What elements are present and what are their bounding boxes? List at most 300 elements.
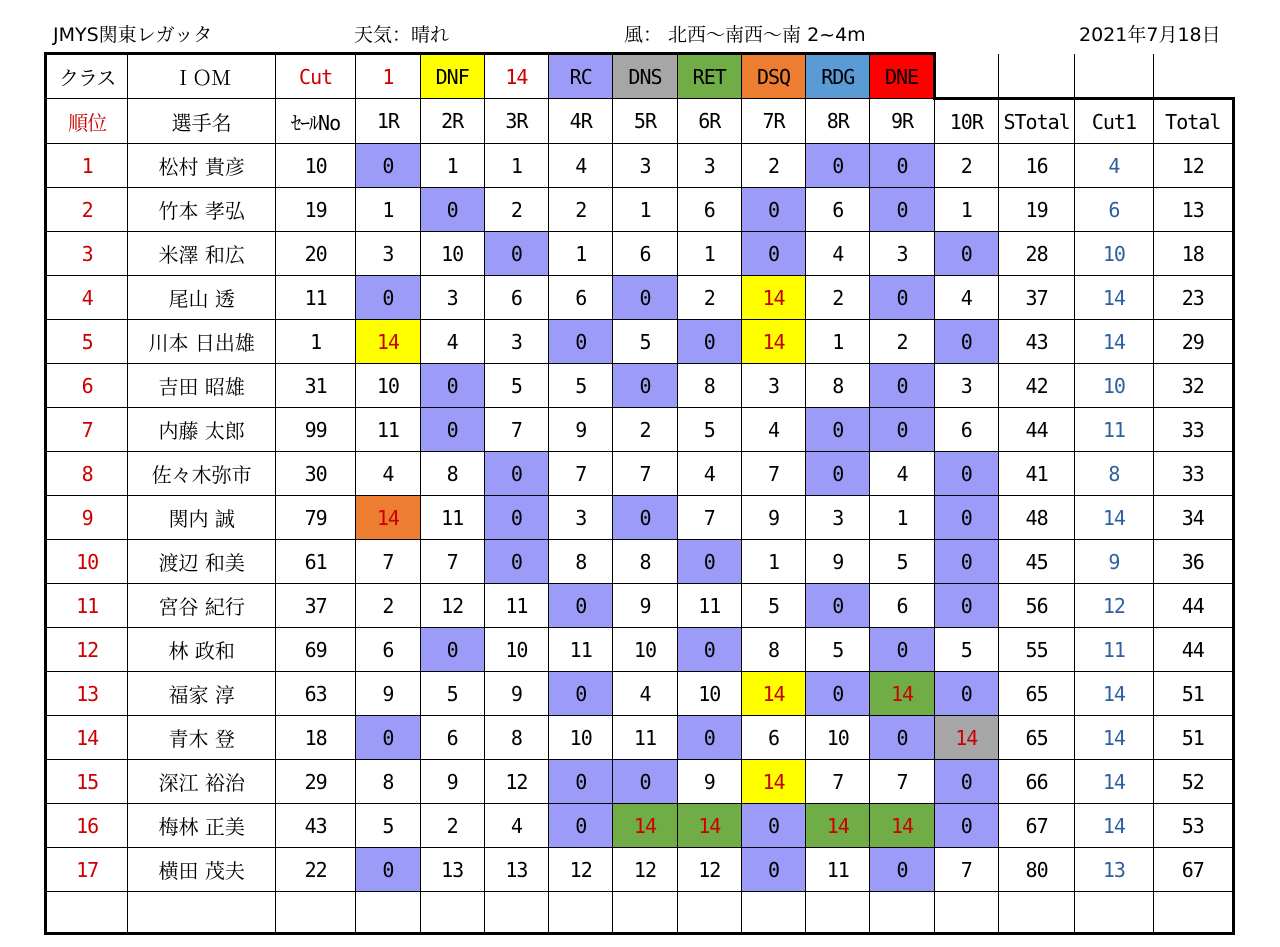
- race-cell: 4: [934, 276, 998, 320]
- stotal-cell: 55: [998, 628, 1074, 672]
- rank-cell: 16: [46, 804, 128, 848]
- race-cell: 11: [356, 408, 420, 452]
- race-cell: 0: [613, 496, 677, 540]
- legend-cell: DNS: [613, 54, 677, 99]
- race-cell: 5: [420, 672, 484, 716]
- race-cell: 14: [741, 276, 805, 320]
- stotal-cell: 67: [998, 804, 1074, 848]
- race-cell: 3: [484, 320, 548, 364]
- race-cell: 12: [549, 848, 613, 892]
- name-cell: 内藤 太郎: [128, 408, 276, 452]
- race-cell: 12: [677, 848, 741, 892]
- stotal-cell: 65: [998, 672, 1074, 716]
- race-cell: 5: [677, 408, 741, 452]
- race-cell: 0: [484, 232, 548, 276]
- table-row: [46, 408, 1234, 452]
- total-cell: 51: [1153, 716, 1233, 760]
- cut1-cell: 14: [1075, 804, 1153, 848]
- race-cell: 2: [613, 408, 677, 452]
- rank-cell: 5: [46, 320, 128, 364]
- race-cell: 0: [677, 628, 741, 672]
- race-cell: 4: [741, 408, 805, 452]
- name-cell: 川本 日出雄: [128, 320, 276, 364]
- sail-cell: 69: [275, 628, 355, 672]
- race-cell: 4: [484, 804, 548, 848]
- total-cell: 53: [1153, 804, 1233, 848]
- rank-cell: 3: [46, 232, 128, 276]
- race-cell: 1: [677, 232, 741, 276]
- race-cell: 0: [806, 672, 870, 716]
- race-cell: 4: [613, 672, 677, 716]
- race-cell: 2: [420, 804, 484, 848]
- stotal-cell: 48: [998, 496, 1074, 540]
- rank-cell: 6: [46, 364, 128, 408]
- race-cell: 8: [484, 716, 548, 760]
- name-cell: 林 政和: [128, 628, 276, 672]
- race-cell: 0: [870, 364, 934, 408]
- name-cell: 米澤 和広: [128, 232, 276, 276]
- race-cell: 0: [934, 232, 998, 276]
- race-cell: 0: [484, 540, 548, 584]
- sail-cell: 61: [275, 540, 355, 584]
- race-cell: 6: [741, 716, 805, 760]
- column-header: 9R: [870, 99, 934, 144]
- race-cell: 8: [741, 628, 805, 672]
- empty-cell: [806, 892, 870, 934]
- total-cell: 51: [1153, 672, 1233, 716]
- race-cell: 0: [356, 716, 420, 760]
- stotal-cell: 19: [998, 188, 1074, 232]
- weather-label: 天気：晴れ: [354, 24, 450, 46]
- empty-cell: [1153, 54, 1233, 99]
- total-cell: 29: [1153, 320, 1233, 364]
- table-row: [46, 232, 1234, 276]
- name-cell: 深江 裕治: [128, 760, 276, 804]
- race-cell: 5: [870, 540, 934, 584]
- column-header: 4R: [549, 99, 613, 144]
- race-cell: 5: [549, 364, 613, 408]
- race-cell: 3: [806, 496, 870, 540]
- race-cell: 14: [806, 804, 870, 848]
- race-cell: 0: [356, 276, 420, 320]
- race-cell: 0: [806, 452, 870, 496]
- empty-cell: [128, 892, 276, 934]
- empty-cell: [998, 892, 1074, 934]
- table-row: [46, 364, 1234, 408]
- cut1-cell: 4: [1075, 144, 1153, 188]
- empty-cell: [613, 892, 677, 934]
- race-cell: 0: [613, 276, 677, 320]
- column-header: 順位: [46, 99, 128, 144]
- column-header: 選手名: [128, 99, 276, 144]
- empty-cell: [356, 892, 420, 934]
- race-cell: 0: [549, 672, 613, 716]
- race-cell: 9: [484, 672, 548, 716]
- table-row: [46, 144, 1234, 188]
- rank-cell: 8: [46, 452, 128, 496]
- race-cell: 0: [356, 144, 420, 188]
- date-label: 2021年7月18日: [1079, 24, 1221, 46]
- race-cell: 4: [549, 144, 613, 188]
- stotal-cell: 28: [998, 232, 1074, 276]
- name-cell: 梅林 正美: [128, 804, 276, 848]
- stotal-cell: 41: [998, 452, 1074, 496]
- race-cell: 0: [870, 628, 934, 672]
- stotal-cell: 16: [998, 144, 1074, 188]
- name-cell: 竹本 孝弘: [128, 188, 276, 232]
- sail-cell: 1: [275, 320, 355, 364]
- race-cell: 2: [677, 276, 741, 320]
- name-cell: 佐々木弥市: [128, 452, 276, 496]
- total-cell: 44: [1153, 628, 1233, 672]
- legend-cell: クラス: [46, 54, 128, 99]
- race-cell: 3: [741, 364, 805, 408]
- race-cell: 11: [677, 584, 741, 628]
- stotal-cell: 65: [998, 716, 1074, 760]
- race-cell: 2: [549, 188, 613, 232]
- race-cell: 6: [934, 408, 998, 452]
- rank-cell: 17: [46, 848, 128, 892]
- race-cell: 5: [934, 628, 998, 672]
- column-header: 8R: [806, 99, 870, 144]
- sail-cell: 30: [275, 452, 355, 496]
- race-cell: 3: [549, 496, 613, 540]
- legend-cell: 1: [356, 54, 420, 99]
- race-cell: 0: [677, 716, 741, 760]
- empty-cell: [677, 892, 741, 934]
- race-cell: 0: [420, 408, 484, 452]
- race-cell: 0: [613, 760, 677, 804]
- race-cell: 4: [870, 452, 934, 496]
- race-cell: 3: [613, 144, 677, 188]
- rank-cell: 4: [46, 276, 128, 320]
- race-cell: 14: [677, 804, 741, 848]
- race-cell: 3: [420, 276, 484, 320]
- sail-cell: 63: [275, 672, 355, 716]
- table-row: [46, 320, 1234, 364]
- legend-cell: DNE: [870, 54, 934, 99]
- column-header: Total: [1153, 99, 1233, 144]
- race-cell: 3: [934, 364, 998, 408]
- race-cell: 0: [741, 188, 805, 232]
- race-cell: 3: [677, 144, 741, 188]
- sail-cell: 20: [275, 232, 355, 276]
- race-cell: 12: [420, 584, 484, 628]
- cut1-cell: 14: [1075, 760, 1153, 804]
- results-table: [44, 52, 1235, 935]
- table-row: [46, 188, 1234, 232]
- race-cell: 8: [613, 540, 677, 584]
- cut1-cell: 14: [1075, 276, 1153, 320]
- race-cell: 13: [484, 848, 548, 892]
- race-cell: 9: [677, 760, 741, 804]
- total-cell: 33: [1153, 452, 1233, 496]
- cut1-cell: 14: [1075, 496, 1153, 540]
- table-row: [46, 848, 1234, 892]
- race-cell: 6: [613, 232, 677, 276]
- race-cell: 4: [420, 320, 484, 364]
- name-cell: 渡辺 和美: [128, 540, 276, 584]
- race-cell: 3: [356, 232, 420, 276]
- race-cell: 0: [484, 452, 548, 496]
- race-cell: 14: [870, 804, 934, 848]
- race-cell: 7: [420, 540, 484, 584]
- empty-cell: [549, 892, 613, 934]
- column-header: 10R: [934, 99, 998, 144]
- legend-cell: DSQ: [741, 54, 805, 99]
- race-cell: 0: [806, 584, 870, 628]
- legend-cell: RET: [677, 54, 741, 99]
- name-cell: 横田 茂夫: [128, 848, 276, 892]
- column-header: 6R: [677, 99, 741, 144]
- rank-cell: 7: [46, 408, 128, 452]
- stotal-cell: 80: [998, 848, 1074, 892]
- sail-cell: 19: [275, 188, 355, 232]
- rank-cell: 15: [46, 760, 128, 804]
- table-row: [46, 540, 1234, 584]
- sail-cell: 11: [275, 276, 355, 320]
- race-cell: 0: [934, 584, 998, 628]
- empty-cell: [934, 54, 998, 99]
- rank-cell: 13: [46, 672, 128, 716]
- empty-cell: [998, 54, 1074, 99]
- stotal-cell: 45: [998, 540, 1074, 584]
- race-cell: 7: [549, 452, 613, 496]
- rank-cell: 2: [46, 188, 128, 232]
- total-cell: 34: [1153, 496, 1233, 540]
- race-cell: 0: [870, 848, 934, 892]
- race-cell: 8: [420, 452, 484, 496]
- rank-cell: 9: [46, 496, 128, 540]
- race-cell: 10: [420, 232, 484, 276]
- race-cell: 0: [420, 364, 484, 408]
- name-cell: 福家 淳: [128, 672, 276, 716]
- race-cell: 14: [741, 672, 805, 716]
- race-cell: 9: [613, 584, 677, 628]
- race-cell: 11: [420, 496, 484, 540]
- race-cell: 0: [549, 760, 613, 804]
- race-cell: 13: [420, 848, 484, 892]
- race-cell: 8: [549, 540, 613, 584]
- race-cell: 10: [549, 716, 613, 760]
- cut1-cell: 14: [1075, 716, 1153, 760]
- race-cell: 9: [356, 672, 420, 716]
- race-cell: 5: [613, 320, 677, 364]
- race-cell: 0: [934, 672, 998, 716]
- name-cell: 松村 貴彦: [128, 144, 276, 188]
- race-cell: 1: [356, 188, 420, 232]
- table-row: [46, 760, 1234, 804]
- name-cell: 青木 登: [128, 716, 276, 760]
- cut1-cell: 14: [1075, 320, 1153, 364]
- stotal-cell: 43: [998, 320, 1074, 364]
- race-cell: 6: [549, 276, 613, 320]
- name-cell: 宮谷 紀行: [128, 584, 276, 628]
- wind-label: 風： 北西～南西～南 2~4m: [624, 24, 866, 46]
- race-cell: 0: [549, 804, 613, 848]
- sail-cell: 31: [275, 364, 355, 408]
- race-cell: 0: [613, 364, 677, 408]
- race-cell: 14: [356, 320, 420, 364]
- column-header: 3R: [484, 99, 548, 144]
- race-cell: 0: [677, 540, 741, 584]
- race-cell: 11: [613, 716, 677, 760]
- race-cell: 0: [420, 628, 484, 672]
- race-cell: 9: [806, 540, 870, 584]
- empty-cell: [484, 892, 548, 934]
- sail-cell: 79: [275, 496, 355, 540]
- empty-cell: [1075, 892, 1153, 934]
- empty-cell: [1153, 892, 1233, 934]
- cut1-cell: 8: [1075, 452, 1153, 496]
- race-cell: 0: [420, 188, 484, 232]
- race-cell: 7: [741, 452, 805, 496]
- regatta-title: JMYS関東レガッタ: [53, 24, 213, 46]
- race-cell: 1: [613, 188, 677, 232]
- race-cell: 10: [356, 364, 420, 408]
- table-row: [46, 628, 1234, 672]
- race-cell: 14: [741, 760, 805, 804]
- race-cell: 1: [806, 320, 870, 364]
- race-cell: 0: [870, 408, 934, 452]
- cut1-cell: 11: [1075, 628, 1153, 672]
- cut1-cell: 13: [1075, 848, 1153, 892]
- empty-cell: [741, 892, 805, 934]
- name-cell: 尾山 透: [128, 276, 276, 320]
- race-cell: 7: [356, 540, 420, 584]
- sail-cell: 22: [275, 848, 355, 892]
- column-header: ｾｰﾙNo: [275, 99, 355, 144]
- race-cell: 6: [806, 188, 870, 232]
- column-header: 7R: [741, 99, 805, 144]
- total-cell: 52: [1153, 760, 1233, 804]
- race-cell: 0: [484, 496, 548, 540]
- race-cell: 14: [741, 320, 805, 364]
- race-cell: 0: [741, 804, 805, 848]
- sail-cell: 29: [275, 760, 355, 804]
- race-cell: 7: [484, 408, 548, 452]
- race-cell: 2: [741, 144, 805, 188]
- sail-cell: 43: [275, 804, 355, 848]
- cut1-cell: 11: [1075, 408, 1153, 452]
- table-row: [46, 584, 1234, 628]
- race-cell: 7: [806, 760, 870, 804]
- race-cell: 10: [613, 628, 677, 672]
- race-cell: 0: [934, 496, 998, 540]
- rank-cell: 11: [46, 584, 128, 628]
- race-cell: 1: [870, 496, 934, 540]
- column-header: STotal: [998, 99, 1074, 144]
- column-header: 2R: [420, 99, 484, 144]
- race-cell: 10: [806, 716, 870, 760]
- race-cell: 11: [806, 848, 870, 892]
- table-row: [46, 276, 1234, 320]
- stotal-cell: 42: [998, 364, 1074, 408]
- race-cell: 14: [934, 716, 998, 760]
- rank-cell: 1: [46, 144, 128, 188]
- race-cell: 1: [484, 144, 548, 188]
- legend-cell: Cut: [275, 54, 355, 99]
- stotal-cell: 66: [998, 760, 1074, 804]
- table-row: [46, 496, 1234, 540]
- race-cell: 2: [806, 276, 870, 320]
- column-header: 5R: [613, 99, 677, 144]
- race-cell: 7: [613, 452, 677, 496]
- race-cell: 1: [741, 540, 805, 584]
- race-cell: 11: [484, 584, 548, 628]
- race-cell: 0: [741, 848, 805, 892]
- race-cell: 5: [741, 584, 805, 628]
- race-cell: 0: [549, 584, 613, 628]
- race-cell: 10: [677, 672, 741, 716]
- cut1-cell: 6: [1075, 188, 1153, 232]
- race-cell: 0: [806, 144, 870, 188]
- stotal-cell: 37: [998, 276, 1074, 320]
- race-cell: 2: [934, 144, 998, 188]
- race-cell: 0: [934, 804, 998, 848]
- race-cell: 7: [677, 496, 741, 540]
- cut1-cell: 12: [1075, 584, 1153, 628]
- empty-cell: [420, 892, 484, 934]
- race-cell: 7: [934, 848, 998, 892]
- cut1-cell: 10: [1075, 364, 1153, 408]
- rank-cell: 14: [46, 716, 128, 760]
- race-cell: 6: [484, 276, 548, 320]
- race-cell: 0: [356, 848, 420, 892]
- race-cell: 14: [870, 672, 934, 716]
- race-cell: 0: [870, 144, 934, 188]
- table-row: [46, 452, 1234, 496]
- table-row: [46, 716, 1234, 760]
- total-cell: 23: [1153, 276, 1233, 320]
- race-cell: 9: [420, 760, 484, 804]
- cut1-cell: 14: [1075, 672, 1153, 716]
- race-cell: 5: [484, 364, 548, 408]
- race-cell: 6: [356, 628, 420, 672]
- total-cell: 33: [1153, 408, 1233, 452]
- race-cell: 6: [420, 716, 484, 760]
- race-cell: 2: [484, 188, 548, 232]
- race-cell: 0: [934, 452, 998, 496]
- race-cell: 6: [870, 584, 934, 628]
- stotal-cell: 56: [998, 584, 1074, 628]
- race-cell: 14: [613, 804, 677, 848]
- name-cell: 関内 誠: [128, 496, 276, 540]
- race-cell: 4: [677, 452, 741, 496]
- total-cell: 18: [1153, 232, 1233, 276]
- empty-cell: [870, 892, 934, 934]
- race-cell: 8: [806, 364, 870, 408]
- race-cell: 5: [356, 804, 420, 848]
- sail-cell: 10: [275, 144, 355, 188]
- race-cell: 0: [741, 232, 805, 276]
- rank-cell: 12: [46, 628, 128, 672]
- race-cell: 0: [934, 540, 998, 584]
- race-cell: 11: [549, 628, 613, 672]
- race-cell: 1: [934, 188, 998, 232]
- race-cell: 8: [677, 364, 741, 408]
- race-cell: 0: [806, 408, 870, 452]
- cut1-cell: 10: [1075, 232, 1153, 276]
- empty-row: [46, 892, 1234, 934]
- race-cell: 7: [870, 760, 934, 804]
- total-cell: 12: [1153, 144, 1233, 188]
- legend-cell: RC: [549, 54, 613, 99]
- stotal-cell: 44: [998, 408, 1074, 452]
- race-cell: 1: [549, 232, 613, 276]
- race-cell: 10: [484, 628, 548, 672]
- race-cell: 0: [934, 760, 998, 804]
